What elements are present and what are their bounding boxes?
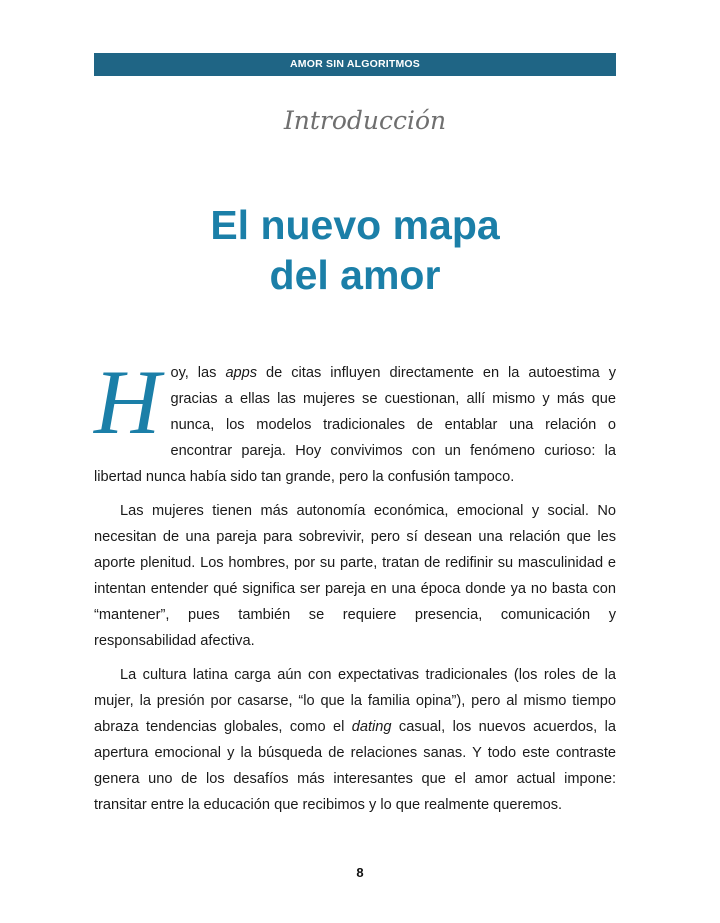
paragraph-1-emphasis: apps [225, 365, 258, 381]
paragraph-3-emphasis: dating [351, 719, 392, 735]
paragraph-3-text-a: La cultura latina carga aún con expectativas tradicionales (los roles de la mujer, la presión por casarse, “lo que la familia opina”), pero al mismo tiempo abraza tendencias globales, como el [94, 667, 616, 735]
section-label: Introducción [283, 106, 447, 135]
chapter-title [94, 200, 616, 300]
page-number: 8 [356, 865, 364, 880]
paragraph-1-text-a: oy, las [170, 365, 226, 381]
paragraph-3-text-b: casual, los nuevos acuerdos, la apertura emocional y la búsqueda de relaciones sanas. Y todo este contraste genera uno de los desafíos más interesantes que el amor actual impone: transitar entre la educación que recibimos y lo que realmente queremos. [94, 719, 616, 813]
chapter-title-line-1: El nuevo mapa [210, 202, 500, 248]
paragraph-1-text-b: de citas influyen directamente en la autoestima y gracias a ellas las mujeres se cuestionan, allí mismo y más que nunca, los modelos tradicionales de entablar una relación o encontrar pareja. Hoy convivimos con un fenómeno curioso: la libertad nunca había sido tan grande, pero la confusión tampoco. [94, 365, 616, 485]
running-header [94, 53, 616, 76]
body-text [94, 351, 616, 826]
running-header-title: AMOR SIN ALGORITMOS [290, 58, 420, 70]
drop-cap: H [94, 351, 161, 453]
chapter-title-line-2: del amor [269, 252, 441, 298]
paragraph-1 [94, 351, 616, 490]
paragraph-3 [94, 662, 616, 818]
paragraph-2: Las mujeres tienen más autonomía económica, emocional y social. No necesitan de una pareja para sobrevivir, pero sí desean una relación que les aporte plenitud. Los hombres, por su parte, tratan de redifinir su masculinidad e intentan entender qué significa ser pareja en una época donde ya no basta con “mantener”, pues también se requiere presencia, comunicación y responsabilidad afectiva. [94, 503, 616, 649]
